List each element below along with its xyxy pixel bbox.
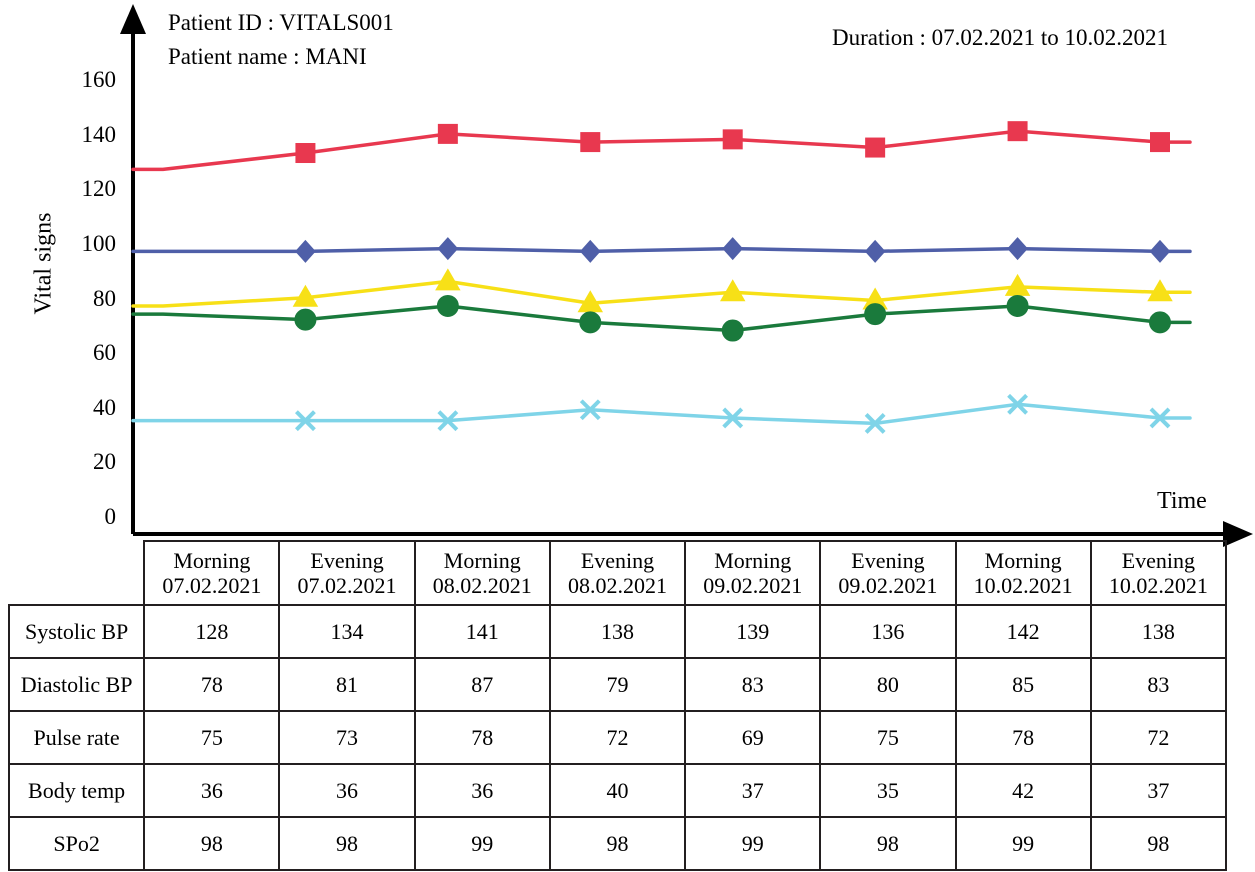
- y-tick-label: 60: [93, 340, 116, 366]
- table-cell: 99: [685, 817, 820, 870]
- table-cell: 78: [415, 711, 550, 764]
- table-cell: 98: [1091, 817, 1226, 870]
- column-header-date: 08.02.2021: [432, 573, 532, 598]
- table-cell: 142: [956, 605, 1091, 658]
- vitals-table: [8, 540, 1227, 871]
- column-header-period: Morning: [984, 547, 1062, 573]
- y-tick-label: 160: [81, 67, 116, 92]
- table-cell: 37: [685, 764, 820, 817]
- table-cell: 81: [279, 658, 414, 711]
- series-systolic-bp: [133, 122, 1190, 169]
- table-column-header: [1091, 541, 1226, 605]
- table-cell: 73: [279, 711, 414, 764]
- series-pulse-rate: [133, 296, 1190, 341]
- table-cell: 42: [956, 764, 1091, 817]
- column-header-period: Morning: [173, 547, 251, 573]
- table-cell: 40: [550, 764, 685, 817]
- y-tick-label: 0: [104, 504, 116, 529]
- y-tick-label: 140: [81, 121, 116, 147]
- table-column-header: [279, 541, 414, 605]
- row-label: Diastolic BP: [9, 658, 144, 711]
- table-column-header: [956, 541, 1091, 605]
- x-axis-title: Time: [1157, 488, 1207, 514]
- table-cell: 36: [415, 764, 550, 817]
- table-cell: 139: [685, 605, 820, 658]
- column-header-period: Evening: [851, 547, 925, 573]
- table-column-header: [685, 541, 820, 605]
- column-header-period: Morning: [443, 547, 521, 573]
- y-tick-label: 120: [81, 176, 116, 202]
- y-tick-label: 100: [81, 230, 116, 256]
- table-cell: 128: [144, 605, 279, 658]
- column-header-period: Evening: [1121, 547, 1196, 573]
- table-cell: 138: [550, 605, 685, 658]
- vitals-table-wrap: [0, 540, 1255, 871]
- row-label: Pulse rate: [9, 711, 144, 764]
- row-label: Systolic BP: [9, 605, 144, 658]
- table-cell: 136: [820, 605, 955, 658]
- table-cell: 78: [144, 658, 279, 711]
- row-label: SPo2: [9, 817, 144, 870]
- column-header-date: 10.02.2021: [973, 573, 1073, 598]
- table-column-header: [820, 541, 955, 605]
- series-spo2: [133, 239, 1190, 262]
- y-tick-label: 20: [93, 449, 116, 475]
- table-row: [9, 817, 1226, 870]
- table-column-header: [415, 541, 550, 605]
- row-label: Body temp: [9, 764, 144, 817]
- table-cell: 35: [820, 764, 955, 817]
- table-column-header: [144, 541, 279, 605]
- table-cell: 99: [415, 817, 550, 870]
- table-cell: 69: [685, 711, 820, 764]
- table-corner-cell: [9, 541, 144, 605]
- table-cell: 37: [1091, 764, 1226, 817]
- column-header-date: 07.02.2021: [297, 573, 397, 598]
- table-cell: 83: [1091, 658, 1226, 711]
- table-cell: 80: [820, 658, 955, 711]
- table-row: [9, 764, 1226, 817]
- patient-id-label: Patient ID : VITALS001: [168, 10, 394, 35]
- column-header-date: 09.02.2021: [838, 573, 938, 598]
- duration-label: Duration : 07.02.2021 to 10.02.2021: [832, 25, 1169, 50]
- table-cell: 98: [144, 817, 279, 870]
- table-cell: 75: [820, 711, 955, 764]
- column-header-date: 07.02.2021: [162, 573, 262, 598]
- column-header-period: Evening: [310, 547, 384, 573]
- table-cell: 98: [279, 817, 414, 870]
- table-cell: 98: [550, 817, 685, 870]
- table-row: [9, 711, 1226, 764]
- table-cell: 72: [1091, 711, 1226, 764]
- y-axis-title: Vital signs: [30, 212, 57, 315]
- column-header-date: 08.02.2021: [567, 573, 667, 598]
- table-header-row: [9, 541, 1226, 605]
- table-cell: 134: [279, 605, 414, 658]
- table-cell: 141: [415, 605, 550, 658]
- table-cell: 78: [956, 711, 1091, 764]
- table-cell: 79: [550, 658, 685, 711]
- series-diastolic-bp: [133, 270, 1190, 311]
- table-cell: 83: [685, 658, 820, 711]
- table-cell: 138: [1091, 605, 1226, 658]
- table-cell: 98: [820, 817, 955, 870]
- table-cell: 99: [956, 817, 1091, 870]
- series-body-temp: [133, 395, 1190, 432]
- patient-name-label: Patient name : MANI: [168, 44, 367, 69]
- y-tick-label: 80: [93, 285, 116, 311]
- y-tick-label: 40: [93, 394, 116, 420]
- column-header-date: 10.02.2021: [1108, 573, 1208, 598]
- table-cell: 72: [550, 711, 685, 764]
- table-cell: 85: [956, 658, 1091, 711]
- table-cell: 36: [279, 764, 414, 817]
- column-header-period: Evening: [580, 547, 655, 573]
- table-body: [9, 605, 1226, 870]
- table-row: [9, 658, 1226, 711]
- table-cell: 87: [415, 658, 550, 711]
- table-cell: 75: [144, 711, 279, 764]
- table-column-header: [550, 541, 685, 605]
- table-cell: 36: [144, 764, 279, 817]
- column-header-date: 09.02.2021: [703, 573, 803, 598]
- column-header-period: Morning: [714, 547, 792, 573]
- table-row: [9, 605, 1226, 658]
